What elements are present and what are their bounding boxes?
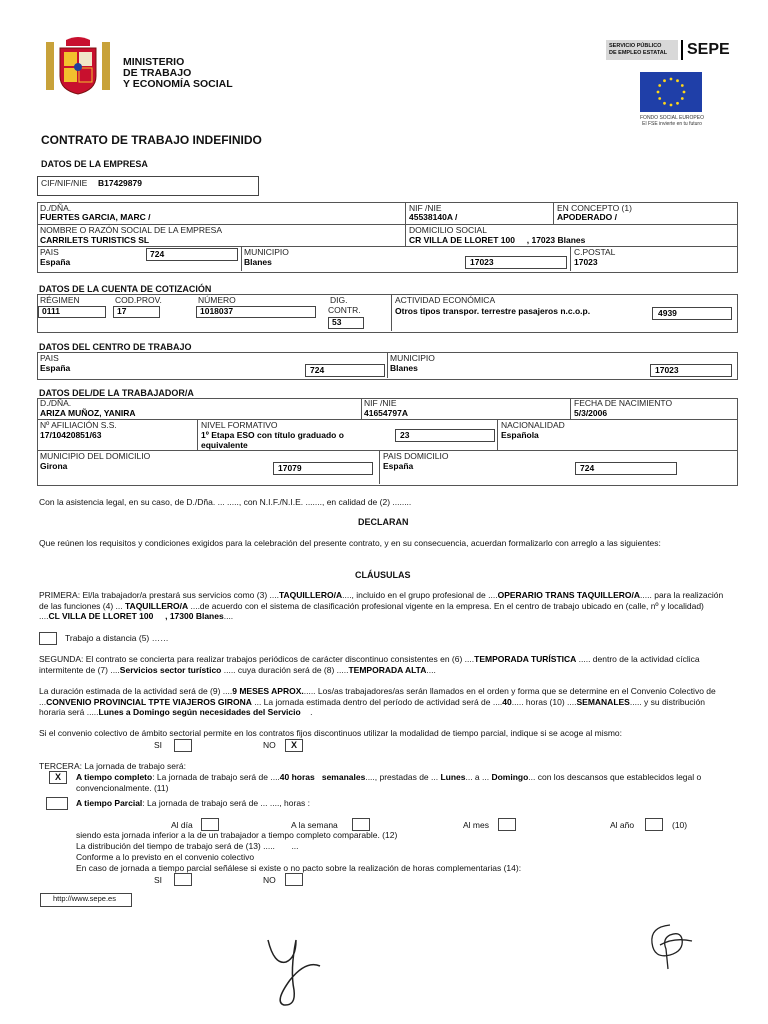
parcial-line-1: siendo esta jornada inferior a la de un trabajador a tiempo completo comparable. (12) [76,830,398,840]
razon-label: NOMBRE O RAZÓN SOCIAL DE LA EMPRESA [40,225,223,235]
razon-value: CARRILETS TURISTICS SL [40,235,150,245]
primera-t1: TAQUILLERO/A [278,590,343,600]
segunda-t5: TEMPORADA ALTA [348,664,427,675]
completo-t3: ...., prestadas de ... [365,772,441,782]
centro-pais-label: PAIS [40,353,59,363]
sepe-small-2: DE EMPLEO ESTATAL [609,49,668,56]
ministry-name [123,57,233,90]
no-checkbox-2[interactable] [285,873,303,886]
duracion-t0: La duración estimada de la actividad será de (9) .... [39,686,233,696]
section-trabajador: DATOS DEL/DE LA TRABAJADOR/A [39,388,194,398]
parcial-line-2: La distribución del tiempo de trabajo será de (13) ..... ... [76,841,299,851]
segunda-t3: Servicios sector turístico [119,664,222,675]
centro-municipio-value: Blanes [390,363,418,373]
duracion-t7: SEMANALES [576,696,630,707]
primera-t3: OPERARIO TRANS TAQUILLERO/A [497,590,641,600]
mundom-label: MUNICIPIO DEL DOMICILIO [40,451,151,461]
actividad-code: 4939 [658,308,677,318]
segunda-clause [39,654,733,675]
dig-label-2: CONTR. [328,305,361,315]
eu-caption-1: FONDO SOCIAL EUROPEO [640,115,704,121]
nivel-value-1: 1º Etapa ESO con título graduado o [201,430,344,440]
centro-pais-value: España [40,363,71,373]
distancia-label: Trabajo a distancia (5) …… [65,633,169,643]
duracion-t2: ..... Los/as trabajadores/as serán llamados en el orden y forma que se determine en el Convenio Colectivo de ... [39,686,716,707]
cif-value: B17429879 [98,178,142,188]
concepto-value: APODERADO / [557,212,617,222]
eu-flag-icon [640,72,702,112]
cpostal-label: C.POSTAL [574,247,616,257]
numero-value: 1018037 [200,306,234,316]
nacionalidad-value: Española [501,430,539,440]
segunda-t2: ..... dentro de la actividad cíclica intermitente de (7) .... [39,654,700,675]
afiliacion-label: Nº AFILIACIÓN S.S. [40,420,117,430]
ministry-line-3: Y ECONOMÍA SOCIAL [123,78,233,90]
parcial-line-4: En caso de jornada a tiempo parcial señálese si existe o no pacto sobre la realización de horas complementarias (14): [76,863,522,873]
distancia-checkbox[interactable] [39,632,57,645]
trab-dona-value: ARIZA MUÑOZ, YANIRA [40,408,136,418]
centro-municipio-code: 17023 [655,365,679,375]
tercera-text: TERCERA: La jornada de trabajo será: [39,761,186,771]
page-title: CONTRATO DE TRABAJO INDEFINIDO [41,133,262,147]
fecha-label: FECHA DE NACIMIENTO [574,398,673,408]
completo-t1: : La jornada de trabajo será de .... [152,772,280,782]
codprov-label: COD.PROV. [115,295,162,305]
nivel-value-2: equivalente [201,440,248,450]
no-label: NO [263,740,276,750]
completo-t4: Lunes [440,772,466,782]
numero-label: NÚMERO [198,295,236,305]
segunda-t0: SEGUNDA: El contrato se concierta para realizar trabajos periódicos de carácter discontinuo consistentes en (6) .... [39,654,475,664]
duracion-t9: Lunes a Domingo según necesidades del Servicio [98,707,301,717]
primera-t7: CL VILLA DE LLORET 100 , 17300 Blanes [48,611,224,621]
concepto-label: EN CONCEPTO (1) [557,203,632,213]
reunen-text: Que reúnen los requisitos y condiciones exigidos para la celebración del presente contrato, y en su consecuencia, acuerdan formalizarlo con arreglo a las siguientes: [39,538,661,548]
al-ano-label: Al año [610,820,635,830]
segunda-t1: TEMPORADA TURÍSTICA [474,654,577,664]
primera-t8: .... [223,611,234,621]
sepe-logo [606,40,732,60]
pais-value: España [40,257,71,267]
completo-t6: Domingo [491,772,529,782]
centro-municipio-label: MUNICIPIO [390,353,435,363]
nivel-code: 23 [400,430,410,440]
dig-label-1: DIG. [330,295,348,305]
regimen-label: RÉGIMEN [40,295,80,305]
centro-pais-code: 724 [310,365,325,375]
duracion-t8: ..... y su distribución horaria será ..... [39,696,705,717]
sepe-small-1: SERVICIO PÚBLICO [609,43,662,49]
primera-t4: ..... para la realización de las funciones (4) ... [39,590,724,611]
eu-caption [622,115,722,127]
sepe-big: SEPE [687,41,730,58]
municipio-value: Blanes [244,257,272,267]
si-checkbox-2[interactable] [174,873,192,886]
ministry-line-2: DE TRABAJO [123,67,192,79]
regimen-value: 0111 [42,306,60,316]
a-semana-label: A la semana [291,820,338,830]
nacionalidad-label: NACIONALIDAD [501,420,565,430]
duracion-t3: CONVENIO PROVINCIAL TPTE VIAJEROS GIRONA [46,696,252,707]
codprov-value: 17 [117,306,127,316]
completo-t7: ... con los descansos que establecidos legal o convencionalmente. (11) [76,772,702,793]
completo-text [76,772,736,793]
domicilio-value: CR VILLA DE LLORET 100 , 17023 Blanes [409,235,586,245]
primera-clause [39,590,733,622]
cif-label: CIF/NIF/NIE [41,178,88,188]
section-empresa: DATOS DE LA EMPRESA [41,159,148,169]
al-ano-checkbox[interactable] [645,818,663,831]
completo-checkbox[interactable]: X [49,771,67,784]
segunda-t6: .... [426,664,436,675]
si-label-2: SI [154,875,163,885]
al-mes-label: Al mes [463,820,489,830]
actividad-value: Otros tipos transpor. terrestre pasajeros n.c.o.p. [395,306,591,316]
duracion-t6: ..... horas (10) .... [511,696,577,707]
pais-label: PAIS [40,247,59,257]
declaran-heading: DECLARAN [358,517,409,527]
dona-label: D./DÑA. [40,203,72,213]
clausulas-heading: CLÁUSULAS [355,570,411,580]
section-centro: DATOS DEL CENTRO DE TRABAJO [39,342,192,352]
afiliacion-value: 17/10420851/63 [40,430,102,440]
mundom-value: Girona [40,461,68,471]
completo-t0: A tiempo completo [76,772,153,782]
parcial-line-3: Conforme a lo previsto en el convenio colectivo [76,852,255,862]
parcial-t0: A tiempo Parcial [76,798,143,808]
paisdom-code: 724 [580,463,595,473]
al-mes-checkbox[interactable] [498,818,516,831]
parcial-t1: : La jornada de trabajo será de ... ...., horas : [142,798,311,808]
ministry-logo [44,36,112,98]
nif-label: NIF /NIE [409,203,442,213]
municipio-label: MUNICIPIO [244,247,289,257]
dona-value: FUERTES GARCIA, MARC / [40,212,151,222]
primera-t6: ....de acuerdo con el sistema de clasificación profesional vigente en la empresa. En el centro de trabajo ubicado en (calle, nº y localidad) .... [39,600,704,621]
duracion-t1: 9 MESES APROX. [232,686,304,696]
si-checkbox[interactable] [174,739,192,752]
duracion-t10: . [300,707,313,717]
eu-caption-2: El FSE invierte en tu futuro [642,121,702,127]
pais-code: 724 [150,249,165,259]
parcial-checkbox[interactable] [46,797,68,810]
fecha-value: 5/3/2006 [574,408,608,418]
primera-t2: ...., incluido en el grupo profesional de .... [342,590,498,600]
section-cotizacion: DATOS DE LA CUENTA DE COTIZACIÓN [39,284,212,294]
nivel-label: NIVEL FORMATIVO [201,420,278,430]
actividad-label: ACTIVIDAD ECONÓMICA [395,295,496,305]
trab-dona-label: D./DÑA. [40,398,72,408]
duracion-clause [39,686,733,718]
si-label: SI [154,740,163,750]
parcial-text [76,798,310,809]
cpostal-value: 17023 [574,257,598,267]
segunda-t4: ..... cuya duración será de (8) ..... [221,664,349,675]
trab-nif-value: 41654797A [364,408,408,418]
municipio-code: 17023 [470,257,494,267]
worker-signature [260,910,340,1010]
duracion-t5: 40 [502,696,512,707]
sepe-url[interactable]: http://www.sepe.es [53,894,116,903]
trab-nif-label: NIF /NIE [364,398,397,408]
no-label-2: NO [263,875,276,885]
paisdom-value: España [383,461,414,471]
paisdom-label: PAIS DOMICILIO [383,451,449,461]
asistencia-text: Con la asistencia legal, en su caso, de D./Dña. ... ....., con N.I.F./N.I.E. ......., en calidad de (2) ........ [39,497,412,507]
domicilio-label: DOMICILIO SOCIAL [409,225,487,235]
dig-value: 53 [332,317,342,327]
al-dia-label: Al día [171,820,193,830]
mundom-code: 17079 [278,463,302,473]
company-signature [640,915,700,975]
nif-value: 45538140A / [409,212,458,222]
ministry-line-1: MINISTERIO [123,56,185,68]
convenio-parcial-text: Si el convenio colectivo de ámbito sectorial permite en los contratos fijos discontinuos utilizar la modalidad de tiempo parcial, indique si se acoge al mismo: [39,728,623,738]
completo-t2: 40 horas semanales [279,772,366,782]
ref-10: (10) [672,820,688,830]
primera-t5: TAQUILLERO/A [125,600,189,611]
completo-t5: ... a ... [465,772,492,782]
no-checkbox[interactable]: X [285,739,303,752]
duracion-t4: ... La jornada estimada dentro del período de actividad será de .... [251,696,503,707]
primera-t0: PRIMERA: El/la trabajador/a prestará sus servicios como (3) .... [39,590,279,600]
